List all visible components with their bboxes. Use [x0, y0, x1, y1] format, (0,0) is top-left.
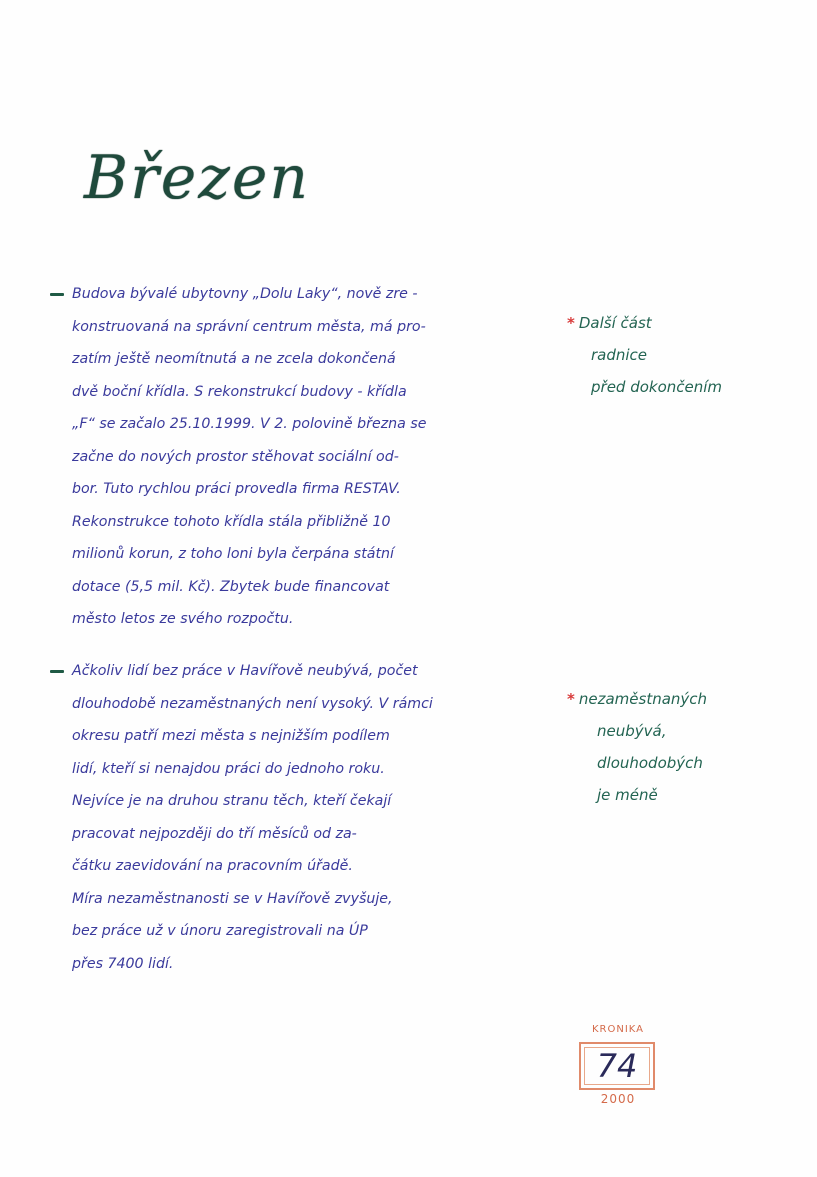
paragraph-line: pracovat nejpozději do tří měsíců od za-: [72, 825, 357, 842]
paragraph-line: okresu patří mezi města s nejnižším podílem: [72, 728, 390, 744]
dash-bullet: [50, 293, 64, 296]
note-line: radnice: [591, 346, 648, 364]
chronicle-stamp: [575, 1024, 665, 1114]
note-line: * Další část: [567, 314, 652, 332]
margin-note-unemployment: [567, 683, 707, 811]
asterisk-icon: *: [567, 690, 575, 708]
note-line: * nezaměstnaných: [567, 690, 708, 708]
paragraph-line: Ačkoliv lidí bez práce v Havířově neubývá, počet: [50, 655, 555, 688]
note-line: dlouhodobých: [597, 754, 703, 772]
paragraph-town-hall: [50, 278, 555, 636]
paragraph-line: milionů korun, z toho loni byla čerpána státní: [72, 546, 394, 562]
paragraph-line: čátku zaevidování na pracovním úřadě.: [72, 858, 353, 874]
paragraph-line: bor. Tuto rychlou práci provedla firma RESTAV.: [72, 481, 401, 497]
stamp-year: 2000: [600, 1092, 636, 1106]
paragraph-line: dlouhodobě nezaměstnaných není vysoký. V rámci: [72, 695, 433, 712]
paragraph-line: město letos ze svého rozpočtu.: [72, 611, 294, 627]
paragraph-line: Míra nezaměstnanosti se v Havířově zvyšuje,: [72, 890, 393, 907]
note-line: neubývá,: [597, 722, 667, 740]
margin-note-town-hall: [567, 307, 722, 403]
paragraph-line: lidí, kteří si nenajdou práci do jednoho roku.: [72, 760, 385, 777]
paragraph-line: dotace (5,5 mil. Kč). Zbytek bude financovat: [72, 578, 390, 595]
page-title: Březen: [84, 143, 311, 213]
paragraph-line: bez práce už v únoru zaregistrovali na ÚP: [72, 923, 368, 939]
paragraph-line: dvě boční křídla. S rekonstrukcí budovy - křídla: [72, 383, 407, 400]
paragraph-unemployment: [50, 655, 555, 980]
paragraph-line: Nejvíce je na druhou stranu těch, kteří čekají: [72, 793, 392, 809]
paragraph-line: „F“ se začalo 25.10.1999. V 2. polovině března se: [72, 416, 427, 432]
stamp-box: [579, 1042, 655, 1090]
stamp-label: KRONIKA: [591, 1024, 645, 1035]
paragraph-line: zatím ještě neomítnutá a ne zcela dokončená: [72, 351, 396, 367]
paragraph-line: přes 7400 lidí.: [72, 955, 174, 972]
page-number: 74: [596, 1047, 638, 1085]
paragraph-line: začne do nových prostor stěhovat sociální od-: [72, 448, 399, 465]
paragraph-line: konstruovaná na správní centrum města, má pro-: [72, 318, 426, 335]
asterisk-icon: *: [567, 314, 575, 332]
dash-bullet: [50, 670, 64, 673]
note-line: je méně: [597, 786, 658, 804]
paragraph-line: Rekonstrukce tohoto křídla stála přibližně 10: [72, 513, 391, 530]
paragraph-line: Budova bývalé ubytovny „Dolu Laky“, nově zre -: [50, 278, 555, 311]
note-line: před dokončením: [591, 378, 723, 396]
